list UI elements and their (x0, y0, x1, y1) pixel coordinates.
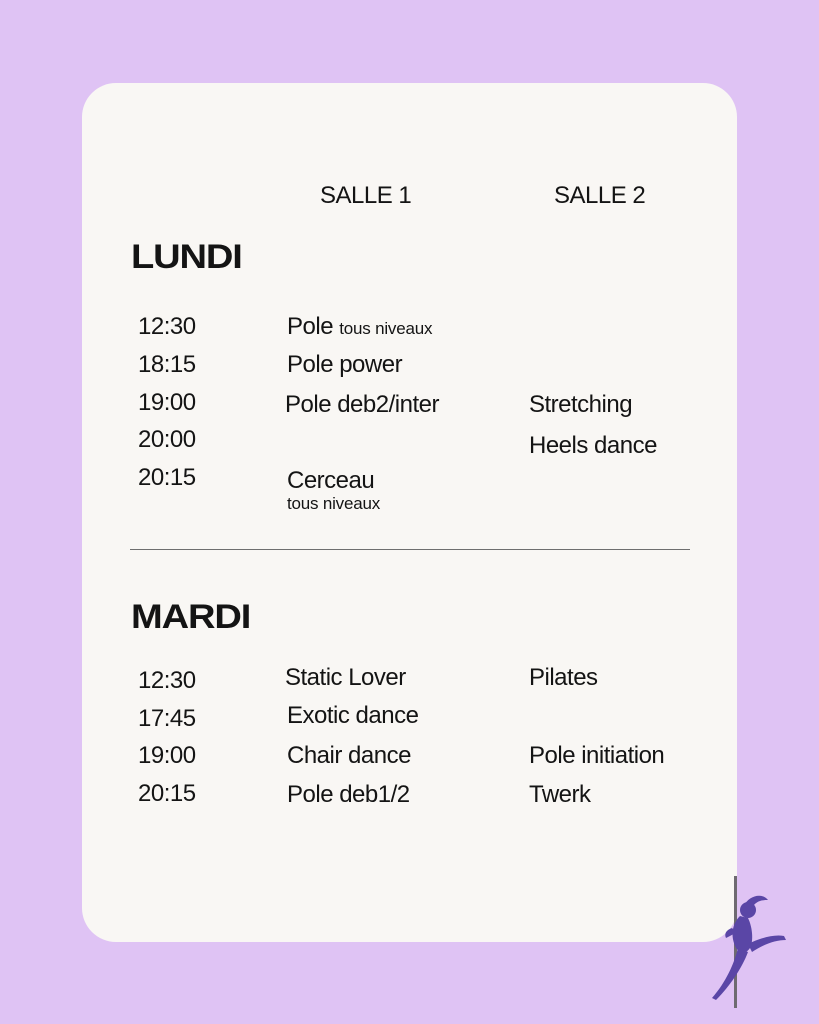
time-slot: 20:00 (138, 426, 196, 453)
class-name (287, 313, 432, 341)
day-divider (130, 549, 690, 550)
class-name-salle-2: Heels dance (529, 432, 657, 459)
header-salle-2: SALLE 2 (554, 182, 646, 209)
class-name-salle-2: Pole initiation (529, 742, 665, 769)
schedule-card (82, 83, 737, 942)
class-name-salle-2: Pilates (529, 664, 598, 691)
time-slot: 17:45 (138, 705, 196, 732)
class-label: Pole (287, 313, 334, 340)
day-title-mardi: MARDI (131, 598, 251, 636)
class-name-salle-2: Twerk (529, 781, 591, 808)
class-name-salle-2: Stretching (529, 391, 633, 418)
time-slot: 20:15 (138, 464, 196, 491)
time-slot: 20:15 (138, 780, 196, 807)
class-name: Pole deb1/2 (287, 781, 410, 808)
class-name: Cerceau (287, 467, 375, 494)
time-slot: 18:15 (138, 351, 196, 378)
class-level-note: tous niveaux (339, 319, 433, 338)
day-title-lundi: LUNDI (131, 238, 242, 276)
time-slot: 19:00 (138, 742, 196, 769)
class-name: Pole deb2/inter (285, 391, 439, 418)
time-slot: 12:30 (138, 313, 196, 340)
class-name: Static Lover (285, 664, 406, 691)
pole-dancer-icon (704, 894, 790, 1004)
time-slot: 19:00 (138, 389, 196, 416)
class-name: Exotic dance (287, 702, 419, 729)
header-salle-1: SALLE 1 (320, 182, 412, 209)
time-slot: 12:30 (138, 667, 196, 694)
class-name: Pole power (287, 351, 403, 378)
class-level-note: tous niveaux (287, 494, 381, 513)
class-name: Chair dance (287, 742, 411, 769)
